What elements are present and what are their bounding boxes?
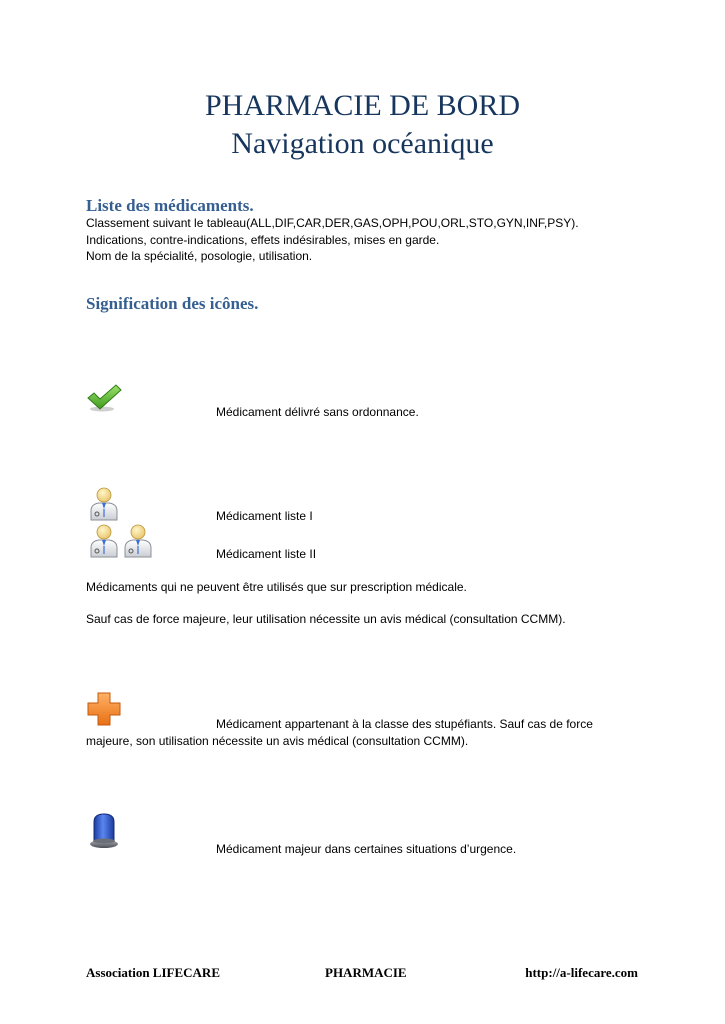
page-title-line2: Navigation océanique	[231, 127, 494, 160]
list-one-description: Médicament liste I	[216, 509, 313, 523]
check-icon	[86, 383, 122, 413]
footer-website: http://a-lifecare.com	[525, 965, 638, 980]
prescription-note: Médicaments qui ne peuvent être utilisés que sur prescription médicale.	[86, 580, 467, 594]
narcotic-description-line2: majeure, son utilisation nécessite un avis médical (consultation CCMM).	[86, 734, 469, 748]
blue-siren-icon	[88, 812, 120, 850]
classification-text: Classement suivant le tableau(ALL,DIF,CAR,DER,GAS,OPH,POU,ORL,STO,GYN,INF,PSY).	[86, 216, 579, 230]
section-heading-icons-meaning: Signification des icônes.	[86, 294, 259, 313]
indications-text: Indications, contre-indications, effets indésirables, mises en garde.	[86, 233, 440, 247]
doctor-icon	[122, 522, 154, 558]
footer-association: Association LIFECARE	[86, 965, 220, 980]
page-title-line1: PHARMACIE DE BORD	[204, 89, 521, 122]
orange-cross-icon	[86, 691, 122, 727]
footer-section: PHARMACIE	[325, 965, 407, 980]
no-prescription-description: Médicament délivré sans ordonnance.	[216, 405, 419, 419]
section-heading-medication-list: Liste des médicaments.	[86, 196, 254, 215]
doctor-icon	[88, 522, 120, 558]
specialty-text: Nom de la spécialité, posologie, utilisation.	[86, 249, 313, 263]
list-two-description: Médicament liste II	[216, 547, 317, 561]
force-majeure-note: Sauf cas de force majeure, leur utilisation nécessite un avis médical (consultation CCMM).	[86, 612, 566, 626]
narcotic-description-line1: Médicament appartenant à la classe des stupéfiants. Sauf cas de force	[216, 717, 593, 731]
emergency-description: Médicament majeur dans certaines situations d’urgence.	[216, 842, 517, 856]
doctor-icon	[88, 485, 120, 521]
